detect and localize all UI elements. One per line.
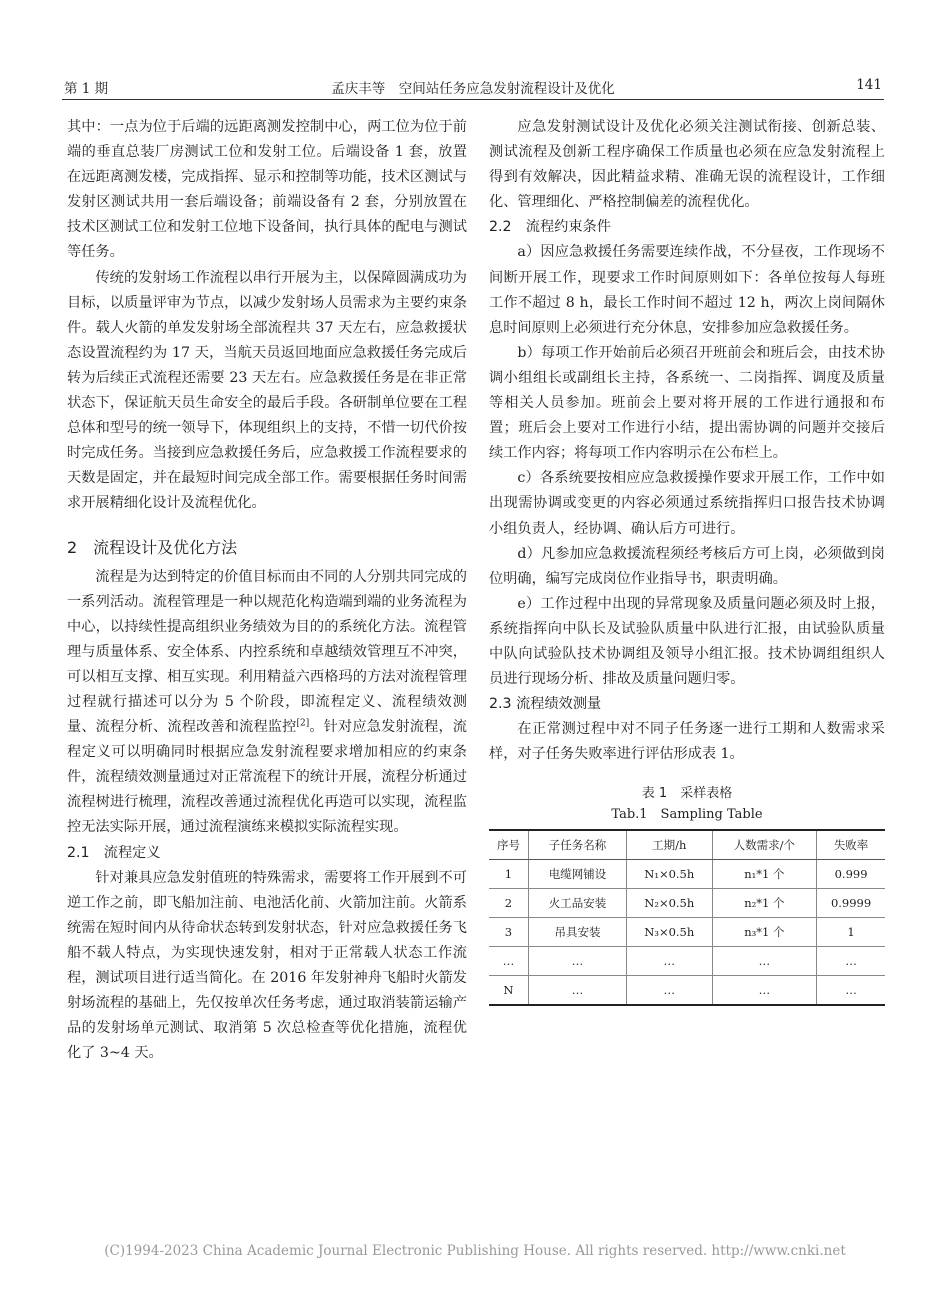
table-cell: N₂×0.5h — [627, 889, 713, 918]
table-cell: 0.999 — [817, 860, 885, 889]
running-title: 孟庆丰等 空间站任务应急发射流程设计及优化 — [331, 81, 615, 97]
table-row — [489, 860, 885, 889]
column-header: 子任务名称 — [528, 830, 626, 860]
running-header — [62, 77, 884, 100]
list-item: c）各系统要按相应应急救援操作要求开展工作，工作中如出现需协调或变更的内容必须通过系统指挥归口报告技术协调小组负责人，经协调、确认后方可进行。 — [489, 470, 885, 537]
paragraph: 其中：一点为位于后端的远距离测发控制中心，两工位为位于前端的垂直总装厂房测试工位和发射工位。后端设备 1 套，放置在远距离测发楼，完成指挥、显示和控制等功能，技术区测试与发射区测试共用一套后端设备；前端设备有 2 套，分别放置在技术区测试工位和发射工位地下设备间，执行具体的配电与测试等任务。 — [67, 119, 467, 261]
table-row — [489, 976, 885, 1006]
column-header: 工期/h — [627, 830, 713, 860]
column-header: 序号 — [489, 830, 528, 860]
copyright-footer: (C)1994-2023 China Academic Journal Electronic Publishing House. All rights reserved. http://www.cnki.net — [104, 1243, 846, 1259]
right-column — [489, 115, 885, 1006]
table-cell: n₃*1 个 — [712, 918, 817, 947]
page-number: 141 — [856, 77, 882, 93]
table-cell: 2 — [489, 889, 528, 918]
table-cell: … — [627, 976, 713, 1006]
table-cell: 3 — [489, 918, 528, 947]
table-cell: … — [489, 947, 528, 976]
table-cell: 1 — [489, 860, 528, 889]
table-cell: … — [712, 947, 817, 976]
paragraph: 流程是为达到特定的价值目标而由不同的人分别共同完成的一系列活动。流程管理是一种以规范化构造端到端的业务流程为中心，以持续性提高组织业务绩效为目的的系统化方法。流程管理与质量体系、安全体系、内控系统和卓越绩效管理互不冲突，可以相互支撑、相互实现。利用精益六西格玛的方法对流程管理过程就行描述可以分为 5 个阶段，即流程定义、流程绩效测量、流程分析、流程改善和流程监控[2]。针对应急发射流程，流程定义可以明确同时根据应急发射流程要求增加相应的约束条件，流程绩效测量通过对正常流程下的统计开展，流程分析通过流程树进行梳理，流程改善通过流程优化再造可以实现，流程监控无法实际开展，通过流程演练来模拟实际流程实现。 — [67, 568, 467, 836]
table-cell: … — [528, 976, 626, 1006]
subsection-heading: 2.2 流程约束条件 — [489, 219, 611, 236]
column-header: 人数需求/个 — [712, 830, 817, 860]
table-cell: … — [712, 976, 817, 1006]
list-item: e）工作过程中出现的异常现象及质量问题必须及时上报，系统指挥向中队长及试验队质量中队进行汇报，由试验队质量中队向试验队技术协调组及领导小组汇报。技术协调组组织人员进行现场分析、排故及质量问题归零。 — [489, 595, 885, 688]
table-cell: n₁*1 个 — [712, 860, 817, 889]
paragraph: 应急发射测试设计及优化必须关注测试衔接、创新总装、测试流程及创新工程序确保工作质量也必须在应急发射流程上得到有效解决，因此精益求精、准确无误的流程设计，工作细化、管理细化、严格控制偏差的流程优化。 — [489, 119, 885, 211]
list-item: a）因应急救援任务需要连续作战，不分昼夜，工作现场不间断开展工作，现要求工作时间原则如下：各单位按每人每班工作不超过 8 h，最长工作时间不超过 12 h，两次上岗间隔休息时间原则上必须进行充分休息，安排参加应急救援任务。 — [489, 244, 885, 336]
table-header-row — [489, 830, 885, 860]
paragraph: 针对兼具应急发射值班的特殊需求，需要将工作开展到不可逆工作之前，即飞船加注前、电池活化前、火箭加注前。火箭系统需在短时间内从待命状态转到发射状态，针对应急救援任务飞船不载人特点，为实现快速发射，相对于正常载人状态工作流程，测试项目进行适当简化。在 2016 年发射神舟飞船时火箭发射场流程的基础上，先仅按单次任务考虑，通过取消装箭运输产品的发射场单元测试、取消第 5 次总检查等优化措施，流程优化了 3~4 天。 — [67, 869, 467, 1062]
sampling-table — [489, 829, 885, 1006]
table-caption: 表 1 采样表格 — [641, 786, 733, 802]
section-heading: 2 流程设计及优化方法 — [67, 537, 238, 557]
table-cell: … — [627, 947, 713, 976]
table-cell: n₂*1 个 — [712, 889, 817, 918]
table-cell: N₃×0.5h — [627, 918, 713, 947]
table-cell: 0.9999 — [817, 889, 885, 918]
table-row — [489, 947, 885, 976]
paragraph: 传统的发射场工作流程以串行开展为主，以保障圆满成功为目标，以质量评审为节点，以减少发射场人员需求为主要约束条件。载人火箭的单发发射场全部流程共 37 天左右，应急救援状态设置流程约为 17 天，当航天员返回地面应急救援任务完成后转为后续正式流程还需要 23 天左右。应急救援任务是在非正常状态下，保证航天员生命安全的最后手段。各研制单位要在工程总体和型号的统一领导下，体现组织上的支持，不惜一切代价按时完成任务。当接到应急救援任务后，应急救援工作流程要求的天数是固定，并在最短时间完成全部工作。需要根据任务时间需求开展精细化设计及流程优化。 — [67, 269, 467, 512]
table-cell: N₁×0.5h — [627, 860, 713, 889]
subsection-heading: 2.3 流程绩效测量 — [489, 696, 602, 713]
table-cell: N — [489, 976, 528, 1006]
column-header: 失败率 — [817, 830, 885, 860]
list-item: b）每项工作开始前后必须召开班前会和班后会，由技术协调小组组长或副组长主持，各系统一、二岗指挥、调度及质量等相关人员参加。班前会上要对将开展的工作进行通报和布置；班后会上要对工作进行小结，提出需协调的问题并交接后续工作内容；将每项工作内容明示在公布栏上。 — [489, 344, 885, 462]
table-cell: … — [817, 976, 885, 1006]
table-cell: 火工品安装 — [528, 889, 626, 918]
table-row — [489, 889, 885, 918]
table-cell: 1 — [817, 918, 885, 947]
paragraph: 在正常测过程中对不同子任务逐一进行工期和人数需求采样，对子任务失败率进行评估形成表 1。 — [489, 721, 885, 763]
table-row — [489, 918, 885, 947]
table-cell: … — [528, 947, 626, 976]
table-cell: 吊具安装 — [528, 918, 626, 947]
subsection-heading: 2.1 流程定义 — [67, 844, 161, 861]
table-caption-en: Tab.1 Sampling Table — [611, 807, 763, 823]
left-column — [67, 115, 467, 1066]
journal-issue: 第 1 期 — [64, 81, 109, 97]
citation[interactable]: [2] — [296, 718, 310, 729]
list-item: d）凡参加应急救援流程须经考核后方可上岗，必须做到岗位明确，编写完成岗位作业指导书，职责明确。 — [489, 545, 885, 587]
table-cell: 电缆网铺设 — [528, 860, 626, 889]
table-cell: … — [817, 947, 885, 976]
